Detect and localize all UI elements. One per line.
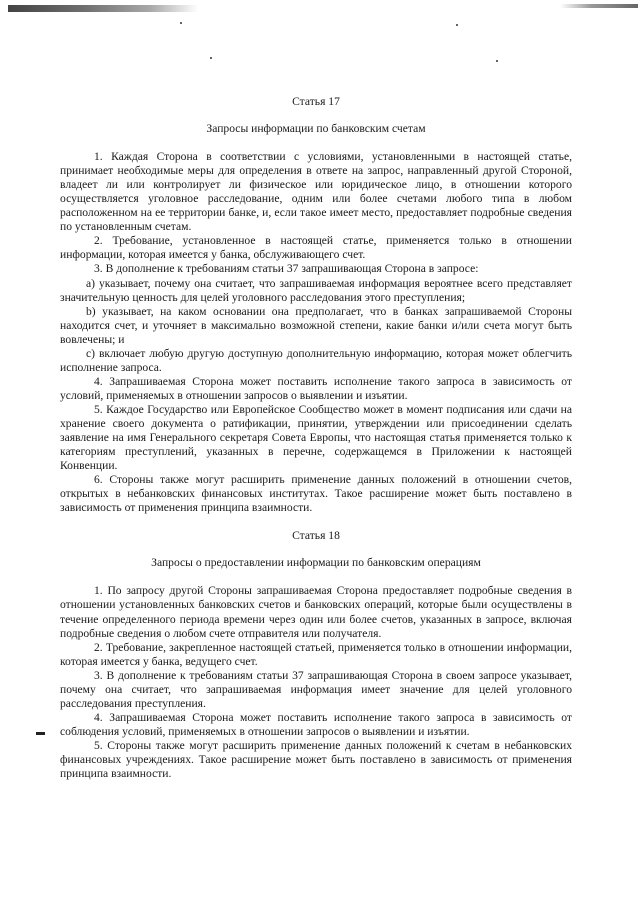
scan-artifact-top-right xyxy=(560,4,638,8)
article-17-paragraph-3: 3. В дополнение к требованиям статьи 37 запрашивающая Сторона в запросе: xyxy=(94,262,479,276)
article-18-paragraph-4: 4. Запрашиваемая Сторона может поставить исполнение такого запроса в зависимость от соблюдения условий, применяемых в отношении запросов о выявлении и изъятии. xyxy=(60,710,572,738)
scan-artifact-top-left xyxy=(8,5,198,12)
article-17-item-b: b) указывает, на каком основании она предполагает, что в банках запрашиваемой Стороны находится счет, и уточняет в максимально возможной степени, какие банки и/или счета могут быть вовлечены; и xyxy=(60,304,572,346)
article-18-paragraph-5: 5. Стороны также могут расширить применение данных положений к счетам в небанковских финансовых учреждениях. Такое расширение может быть поставлено в зависимость от применения принципа взаимности. xyxy=(60,738,572,781)
scan-speck xyxy=(456,24,458,26)
document-body xyxy=(60,95,572,781)
article-17-paragraph-2: 2. Требование, установленное в настоящей статье, применяется только в отношении информации, которая имеется у банка, обслуживающего счет. xyxy=(60,234,572,262)
article-17-paragraph-5: 5. Каждое Государство или Европейское Сообщество может в момент подписания или сдачи на хранение своего документа о ратификации, принятии, утверждении или присоединении сделать заявление на имя Генерального секретаря Совета Европы, что настоящая статья применяется только к категориям преступлений, указанных в перечне, содержащемся в Приложении к настоящей Конвенции. xyxy=(60,402,572,473)
article-18-paragraph-2: 2. Требование, закрепленное настоящей статьей, применяется только в отношении информации, которая имеется у банка, ведущего счет. xyxy=(60,640,572,668)
article-18-subtitle: Запросы о предоставлении информации по банковским операциям xyxy=(151,556,481,570)
article-17-paragraph-6: 6. Стороны также могут расширить применение данных положений в отношении счетов, открытых в небанковских финансовых институтах. Такое расширение может быть поставлено в зависимость от применения принципа взаимности. xyxy=(60,473,572,515)
article-17-title: Статья 17 xyxy=(292,95,340,108)
scan-speck xyxy=(496,60,498,62)
article-18-title: Статья 18 xyxy=(292,529,340,543)
article-17-item-a: а) указывает, почему она считает, что запрашиваемая информация вероятнее всего представляет значительную ценность для целей уголовного расследования этого преступления; xyxy=(60,276,572,304)
article-18-paragraph-1: 1. По запросу другой Стороны запрашиваемая Сторона предоставляет подробные сведения в отношении установленных банковских счетов и банковских операций, которые были осуществлены в течение определенного периода времени через один или более счетов, указанных в запросе, включая подробные сведения о любом счете отправителя или получателя. xyxy=(60,584,572,640)
scan-speck xyxy=(180,22,182,24)
article-18-paragraph-3: 3. В дополнение к требованиям статьи 37 запрашивающая Сторона в своем запросе указывает, почему она считает, что запрашиваемая информация имеет значение для целей уголовного расследования преступления. xyxy=(60,668,572,710)
article-17-subtitle: Запросы информации по банковским счетам xyxy=(206,122,426,136)
margin-mark xyxy=(36,732,45,735)
article-17-item-c: с) включает любую другую доступную дополнительную информацию, которая может облегчить исполнение запроса. xyxy=(60,346,572,374)
scan-speck xyxy=(210,57,212,59)
article-17-paragraph-4: 4. Запрашиваемая Сторона может поставить исполнение такого запроса в зависимость от условий, применяемых в отношении запросов о выявлении и изъятии. xyxy=(60,374,572,402)
article-17-paragraph-1: 1. Каждая Сторона в соответствии с условиями, установленными в настоящей статье, принимает необходимые меры для определения в ответе на запрос, направленный другой Стороной, владеет ли или контролирует ли физическое или юридическое лицо, в отношении которого осуществляется уголовное расследование, одним или более счетами любого типа в любом расположенном на ее территории банке, и, если такое имеет место, предоставляет подробные сведения по установленным счетам. xyxy=(60,150,572,234)
